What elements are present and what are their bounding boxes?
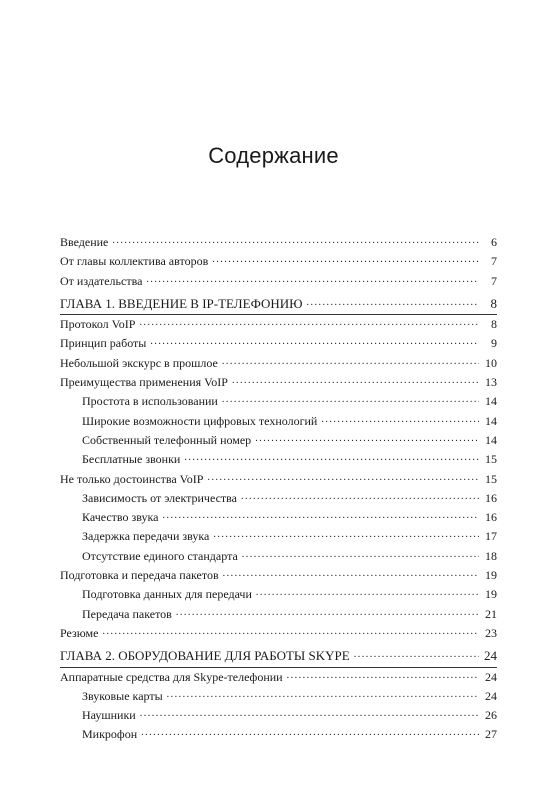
- dot-leader: [141, 726, 479, 738]
- toc-entry-page: 7: [491, 254, 497, 269]
- toc-entry-page: 14: [485, 394, 497, 409]
- toc-entry[interactable]: [60, 470, 497, 489]
- dot-leader: [212, 253, 479, 265]
- toc-entry-label: Принцип работы: [60, 336, 147, 351]
- toc-entry-label: Собственный телефонный номер: [82, 432, 252, 447]
- dot-leader: [176, 606, 479, 618]
- toc-entry-label: Наушники: [82, 708, 136, 723]
- toc-entry-page: 13: [485, 375, 497, 390]
- toc-entry-label: Простота в использовании: [82, 394, 218, 409]
- dot-leader: [242, 548, 479, 560]
- toc-entry-label: ГЛАВА 1. ВВЕДЕНИЕ В IP-ТЕЛЕФОНИЮ: [60, 295, 303, 311]
- toc-entry-page: 26: [485, 708, 497, 723]
- toc-entry[interactable]: [60, 373, 497, 392]
- toc-entry[interactable]: [60, 354, 497, 373]
- toc-entry-label: Введение: [60, 235, 109, 249]
- toc-entry[interactable]: [60, 315, 497, 334]
- page-title: Содержание: [208, 142, 339, 168]
- dot-leader: [222, 355, 479, 367]
- toc-entry-page: 16: [485, 490, 497, 505]
- toc-entry[interactable]: [60, 668, 497, 687]
- toc-entry-label: От издательства: [60, 273, 143, 288]
- toc-entry-label: От главы коллектива авторов: [60, 254, 209, 269]
- toc-entry-label: Задержка передачи звука: [82, 529, 210, 544]
- toc-entry[interactable]: [60, 566, 497, 585]
- dot-leader: [223, 567, 479, 579]
- toc-entry-page: 19: [485, 568, 497, 583]
- toc-entry-page: 21: [485, 606, 497, 621]
- toc-subentry[interactable]: [60, 527, 497, 546]
- toc-subentry[interactable]: [60, 585, 497, 604]
- toc-entry-page: 8: [490, 295, 497, 311]
- toc-subentry[interactable]: [60, 508, 497, 527]
- dot-leader: [241, 490, 479, 502]
- toc-subentry[interactable]: [60, 431, 497, 450]
- toc-subentry[interactable]: [60, 605, 497, 624]
- toc-chapter-heading[interactable]: [60, 646, 497, 665]
- dot-leader: [287, 669, 479, 681]
- toc-entry-label: Зависимость от электричества: [82, 490, 237, 505]
- dot-leader: [150, 335, 479, 347]
- toc-entry-page: 17: [485, 529, 497, 544]
- toc-entry-page: 7: [491, 273, 497, 288]
- toc-entry-page: 14: [485, 413, 497, 428]
- toc-entry[interactable]: [60, 252, 497, 271]
- toc-subentry[interactable]: [60, 412, 497, 431]
- dot-leader: [102, 625, 479, 637]
- toc-entry-label: Аппаратные средства для Skype-телефонии: [60, 669, 283, 684]
- toc-entry[interactable]: [60, 624, 497, 643]
- toc-entry-page: 27: [485, 727, 497, 742]
- dot-leader: [146, 273, 479, 285]
- dot-leader: [256, 586, 479, 598]
- toc-entry-page: 15: [485, 452, 497, 467]
- dot-leader: [167, 688, 479, 700]
- toc-subentry[interactable]: [60, 687, 497, 706]
- dot-leader: [222, 393, 479, 405]
- toc-entry-label: Качество звука: [82, 510, 159, 525]
- toc-entry[interactable]: [60, 233, 497, 252]
- toc-entry-page: 9: [491, 336, 497, 351]
- toc-chapter-heading[interactable]: [60, 294, 497, 313]
- toc-entry-page: 10: [485, 355, 497, 370]
- toc-subentry[interactable]: [60, 392, 497, 411]
- toc-entry-page: 19: [485, 587, 497, 602]
- dot-leader: [112, 234, 479, 246]
- toc-entry-label: Микрофон: [82, 727, 138, 742]
- toc-entry-label: Подготовка и передача пакетов: [60, 568, 219, 583]
- toc-subentry[interactable]: [60, 547, 497, 566]
- dot-leader: [213, 528, 479, 540]
- toc-entry-label: Звуковые карты: [82, 688, 163, 703]
- dot-leader: [354, 648, 479, 660]
- toc-entry-label: Отсутствие единого стандарта: [82, 548, 238, 563]
- toc-subentry[interactable]: [60, 725, 497, 744]
- toc-entry-label: Передача пакетов: [82, 606, 172, 621]
- dot-leader: [307, 296, 479, 308]
- toc-entry-label: Не только достоинства VoIP: [60, 471, 204, 486]
- dot-leader: [184, 451, 479, 463]
- table-of-contents: [60, 233, 497, 745]
- toc-entry-label: ГЛАВА 2. ОБОРУДОВАНИЕ ДЛЯ РАБОТЫ SKYPE: [60, 648, 350, 664]
- dot-leader: [140, 707, 479, 719]
- toc-entry-page: 24: [485, 688, 497, 703]
- toc-entry-label: Протокол VoIP: [60, 317, 136, 332]
- toc-entry-label: Небольшой экскурс в прошлое: [60, 355, 218, 370]
- toc-subentry[interactable]: [60, 450, 497, 469]
- toc-entry-page: 15: [485, 471, 497, 486]
- toc-entry[interactable]: [60, 334, 497, 353]
- toc-entry-label: Бесплатные звонки: [82, 452, 181, 467]
- toc-entry-page: 18: [485, 548, 497, 563]
- dot-leader: [139, 316, 479, 328]
- dot-leader: [232, 374, 479, 386]
- toc-entry-page: 8: [491, 317, 497, 332]
- toc-entry-page: 14: [485, 432, 497, 447]
- dot-leader: [255, 432, 479, 444]
- dot-leader: [162, 509, 479, 521]
- toc-entry-page: 16: [485, 510, 497, 525]
- toc-entry-page: 24: [484, 648, 497, 664]
- toc-entry-page: 24: [485, 669, 497, 684]
- toc-entry-page: 23: [485, 625, 497, 640]
- toc-subentry[interactable]: [60, 489, 497, 508]
- toc-entry-label: Резюме: [60, 625, 99, 640]
- toc-entry-page: 6: [491, 235, 497, 249]
- dot-leader: [207, 471, 479, 483]
- toc-entry[interactable]: [60, 272, 497, 291]
- toc-entry-label: Преимущества применения VoIP: [60, 375, 228, 390]
- toc-entry-label: Широкие возможности цифровых технологий: [82, 413, 318, 428]
- toc-entry-label: Подготовка данных для передачи: [82, 587, 252, 602]
- toc-subentry[interactable]: [60, 706, 497, 725]
- dot-leader: [321, 413, 479, 425]
